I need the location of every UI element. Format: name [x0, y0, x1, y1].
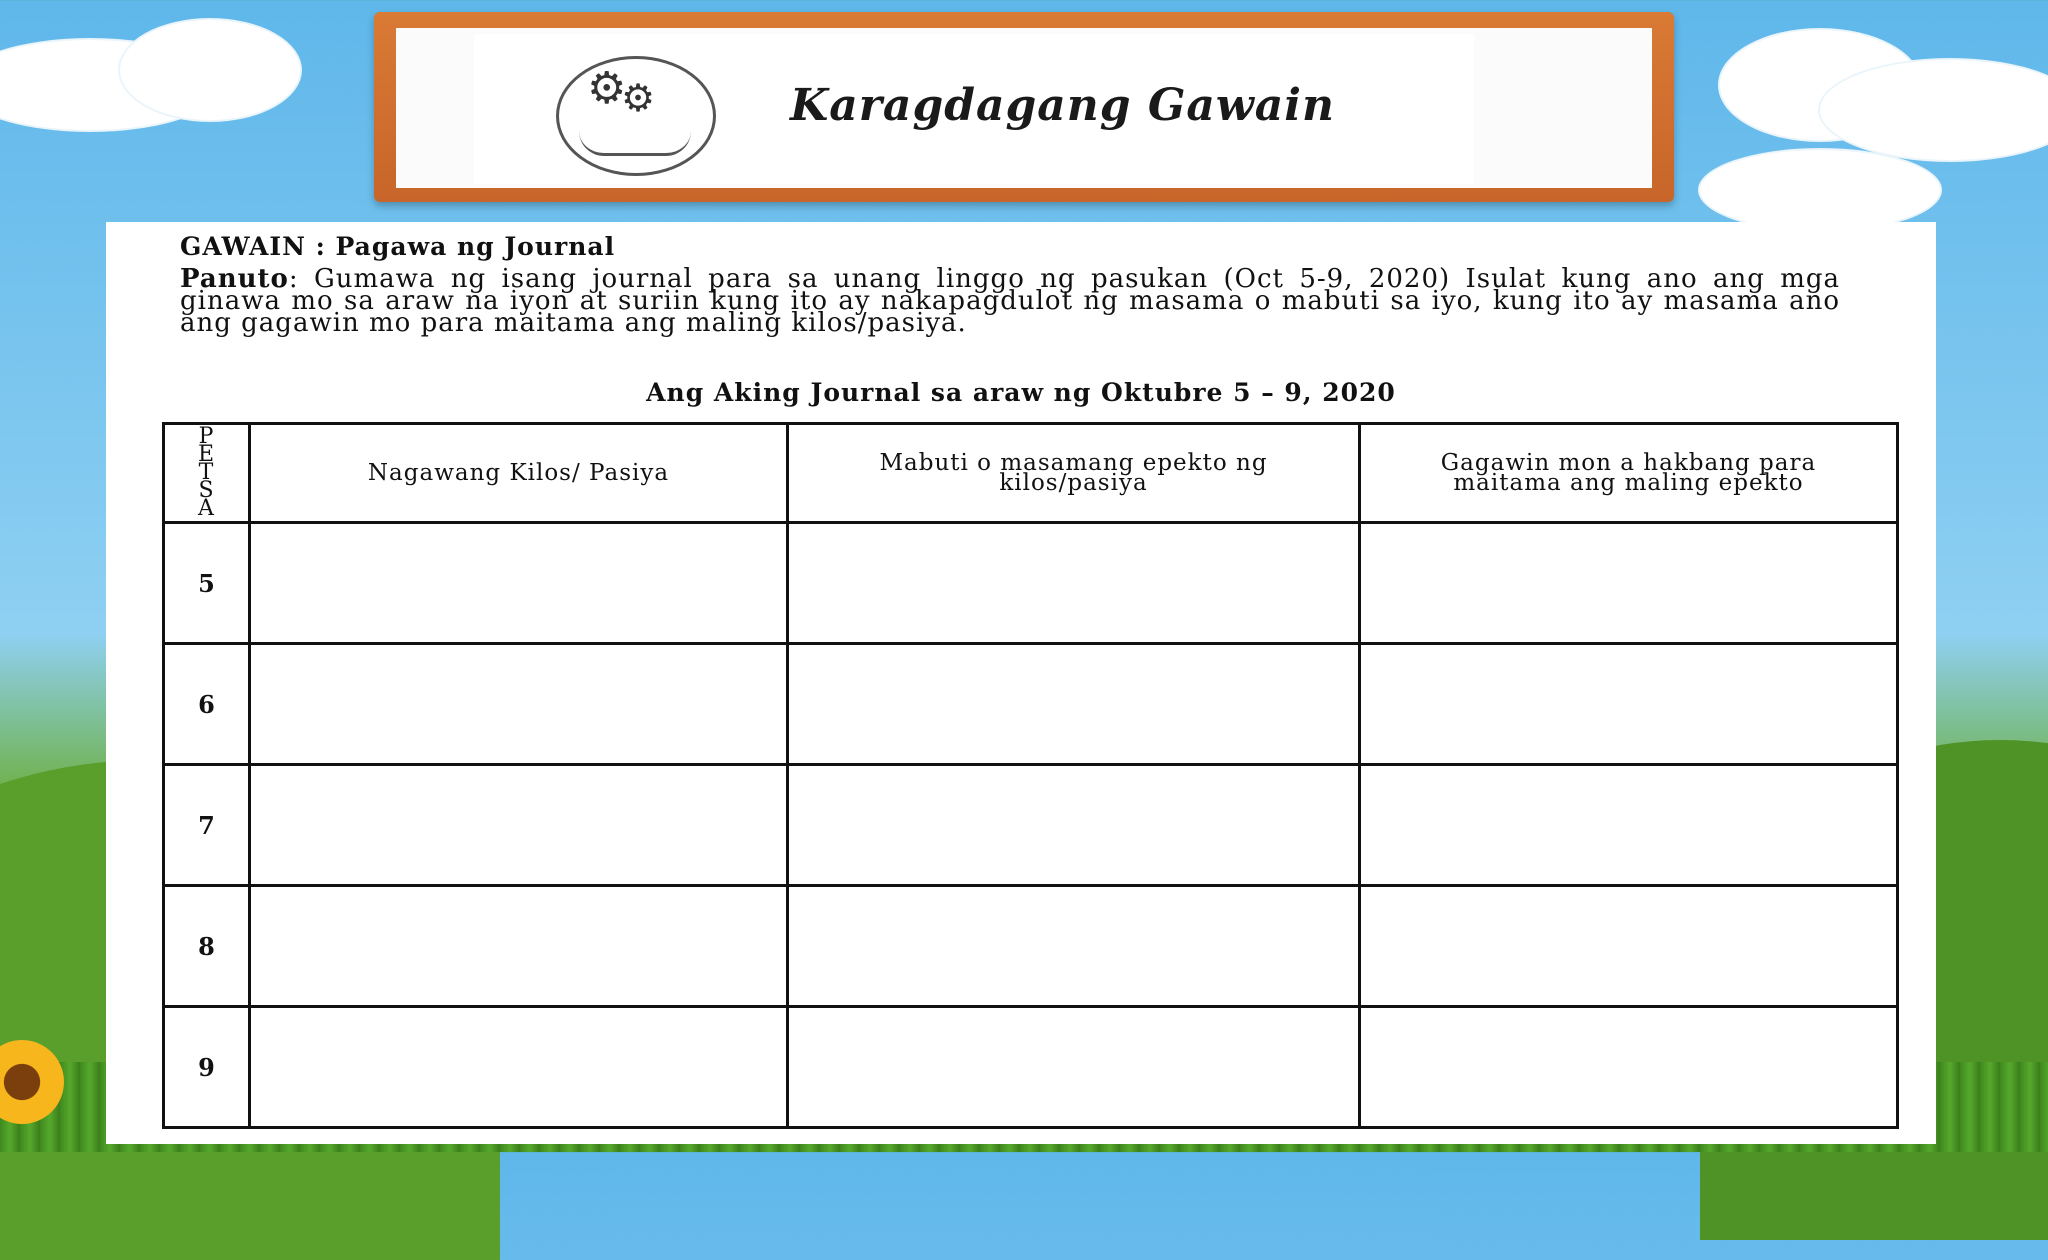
activity-heading: GAWAIN : Pagawa ng Journal [180, 232, 616, 261]
petsa-letter: P [198, 424, 215, 449]
date-cell: 5 [164, 523, 250, 644]
date-cell: 9 [164, 1007, 250, 1128]
gagawin-cell[interactable] [1360, 523, 1898, 644]
table-row [164, 1007, 1898, 1128]
gagawin-cell[interactable] [1360, 644, 1898, 765]
kilos-cell[interactable] [250, 1007, 788, 1128]
cloud [1820, 60, 2048, 160]
kilos-cell[interactable] [250, 644, 788, 765]
gear-icon: ⚙ [587, 63, 627, 114]
header-nagawang-kilos: Nagawang Kilos/ Pasiya [250, 424, 788, 523]
header-petsa [164, 424, 250, 523]
petsa-letter: E [197, 442, 216, 467]
gagawin-cell[interactable] [1360, 765, 1898, 886]
petsa-letter: T [198, 460, 215, 485]
cloud [120, 20, 300, 120]
worksheet-document [106, 222, 1936, 1144]
date-cell: 6 [164, 644, 250, 765]
date-cell: 8 [164, 886, 250, 1007]
cloud [1700, 150, 1940, 230]
journal-title: Ang Aking Journal sa araw ng Oktubre 5 – 9, 2020 [646, 378, 1396, 407]
petsa-letter: A [198, 496, 215, 521]
table-row [164, 765, 1898, 886]
epekto-cell[interactable] [788, 644, 1360, 765]
epekto-cell[interactable] [788, 765, 1360, 886]
page-title: Karagdagang Gawain [790, 80, 1336, 131]
hand-outline [579, 131, 691, 156]
header-gagawin: Gagawin mon a hakbang para maitama ang maling epekto [1360, 424, 1898, 523]
date-cell: 7 [164, 765, 250, 886]
header-epekto: Mabuti o masamang epekto ng kilos/pasiya [788, 424, 1360, 523]
table-row [164, 644, 1898, 765]
gears-in-hand-icon [556, 56, 716, 176]
kilos-cell[interactable] [250, 765, 788, 886]
table-row [164, 523, 1898, 644]
epekto-cell[interactable] [788, 1007, 1360, 1128]
petsa-letter: S [198, 478, 215, 503]
journal-table [162, 422, 1899, 1129]
gagawin-cell[interactable] [1360, 1007, 1898, 1128]
gear-icon: ⚙ [621, 76, 656, 120]
table-row [164, 886, 1898, 1007]
instructions-label: Panuto [180, 264, 289, 294]
table-header-row [164, 424, 1898, 523]
instructions [180, 264, 1840, 338]
kilos-cell[interactable] [250, 886, 788, 1007]
epekto-cell[interactable] [788, 886, 1360, 1007]
epekto-cell[interactable] [788, 523, 1360, 644]
gagawin-cell[interactable] [1360, 886, 1898, 1007]
instructions-text: : Gumawa ng isang journal para sa unang linggo ng pasukan (Oct 5-9, 2020) Isulat kung ano ang mga ginawa mo sa araw na iyon at suriin kung ito ay nakapagdulot ng masama o mabuti sa iyo, kung ito ay masama ano ang gagawin mo para maitama ang maling kilos/pasiya. [180, 264, 1840, 338]
kilos-cell[interactable] [250, 523, 788, 644]
